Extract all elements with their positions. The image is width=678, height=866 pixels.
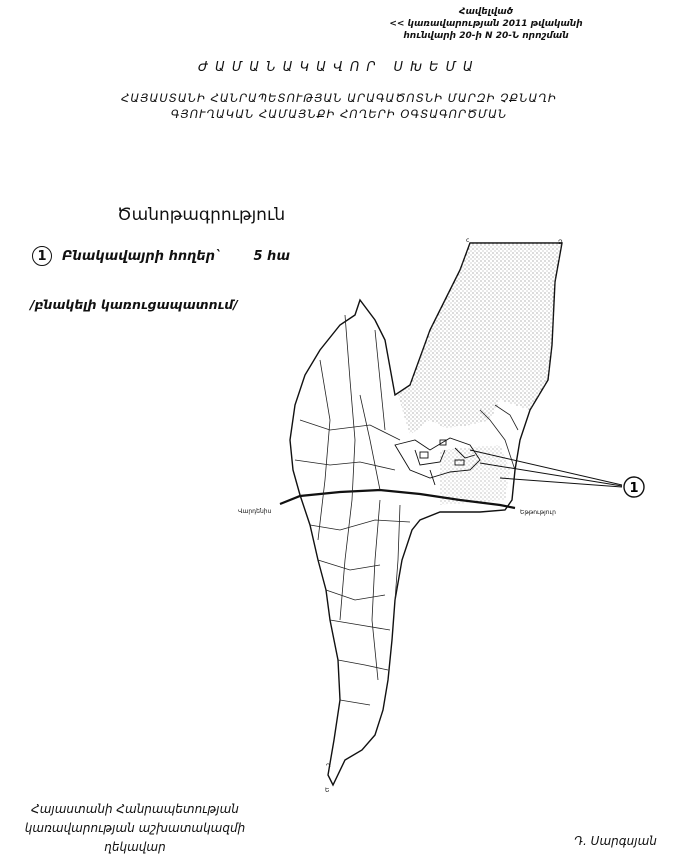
east-village-label: Եթթություր <box>520 509 556 516</box>
legend-number-circle: 1 <box>32 246 52 266</box>
annex-line-3: հունվարի 20-ի N 20-Ն որոշման <box>403 31 569 41</box>
annex-line-1: Հավելված <box>458 7 514 17</box>
signature-line-1: Հայաստանի Հանրապետության <box>31 802 239 816</box>
legend-item-label: Բնակավայրի հողեր` <box>62 248 222 264</box>
document-title: ԺԱՄԱՆԱԿԱՎՈՐ ՍԽԵՄԱ <box>198 60 480 75</box>
north-corner-label: c <box>466 237 470 244</box>
south-corner-label: Դ <box>326 763 331 770</box>
legend-item-area: 5 հա <box>253 248 290 264</box>
signer-name: Դ. Սարգսյան <box>574 834 657 848</box>
south-end-label: Ե <box>325 787 330 794</box>
signature-line-3: ղեկավար <box>104 840 166 854</box>
subtitle-line-1: ՀԱՅԱՍՏԱՆԻ ՀԱՆՐԱՊԵՏՈՒԹՅԱՆ ԱՐԱԳԱԾՈՏՆԻ ՄԱՐԶԻ ՉՔՆԱՂԻ <box>121 91 557 105</box>
map-marker-number: 1 <box>629 481 639 496</box>
dotted-village-area <box>440 445 510 505</box>
subtitle-line-2: ԳՅՈՒՂԱԿԱՆ ՀԱՄԱՅՆՔԻ ՀՈՂԵՐԻ ՕԳՏԱԳՈՐԾՄԱՆ <box>170 107 508 121</box>
dotted-pasture-area <box>398 243 562 435</box>
signature-position <box>0 800 270 857</box>
north-east-corner-label: Ձ <box>558 239 563 246</box>
legend-item-subtitle: /բնակելի կառուցապատում/ <box>30 297 238 312</box>
west-village-label: Վարդենիս <box>238 508 272 515</box>
legend-heading: Ծանոթագրություն <box>117 205 286 225</box>
annex-line-2: << կառավարության 2011 թվականի <box>389 19 583 29</box>
signature-line-2: կառավարության աշխատակազմի <box>24 821 246 835</box>
